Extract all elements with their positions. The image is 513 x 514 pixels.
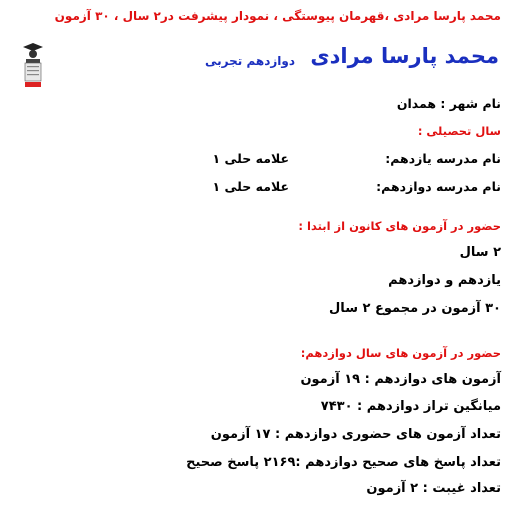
student-grade: دوازدهم تجربی xyxy=(205,54,295,68)
kanoon-heading: حضور در آزمون های کانون از ابتدا : xyxy=(298,219,501,233)
grade12-in-person: تعداد آزمون های حضوری دوازدهم : ۱۷ آزمون xyxy=(210,427,501,442)
school11-label: نام مدرسه یازدهم: xyxy=(385,151,501,166)
grade12-correct-answers: تعداد پاسخ های صحیح دوازدهم :۲۱۶۹ پاسخ صحیح xyxy=(186,455,501,470)
student-name: محمد پارسا مرادی xyxy=(310,44,499,68)
kanoon-total: ۳۰ آزمون در مجموع ۲ سال xyxy=(329,301,501,316)
grade12-avg-taraz: میانگین تراز دوازدهم : ۷۴۳۰ xyxy=(320,399,501,414)
academic-year-heading: سال تحصیلی : xyxy=(417,124,501,138)
city-line: نام شهر : همدان xyxy=(396,96,501,111)
grade12-absences: تعداد غیبت : ۲ آزمون xyxy=(366,481,501,496)
grade12-exam-count: آزمون های دوازدهم : ۱۹ آزمون xyxy=(300,372,501,387)
document-title: محمد پارسا مرادی ،قهرمان پیوستگی ، نمودار پیشرفت در۲ سال ، ۳۰ آزمون xyxy=(54,9,501,23)
graduate-logo-icon xyxy=(17,42,47,90)
school11-value: علامه حلی ۱ xyxy=(212,151,289,166)
school12-value: علامه حلی ۱ xyxy=(212,179,289,194)
grade12-heading: حضور در آزمون های سال دوازدهم: xyxy=(300,346,501,360)
kanoon-years: ۲ سال xyxy=(459,245,501,260)
kanoon-grades: یازدهم و دوازدهم xyxy=(388,273,501,288)
school12-label: نام مدرسه دوازدهم: xyxy=(376,179,501,194)
